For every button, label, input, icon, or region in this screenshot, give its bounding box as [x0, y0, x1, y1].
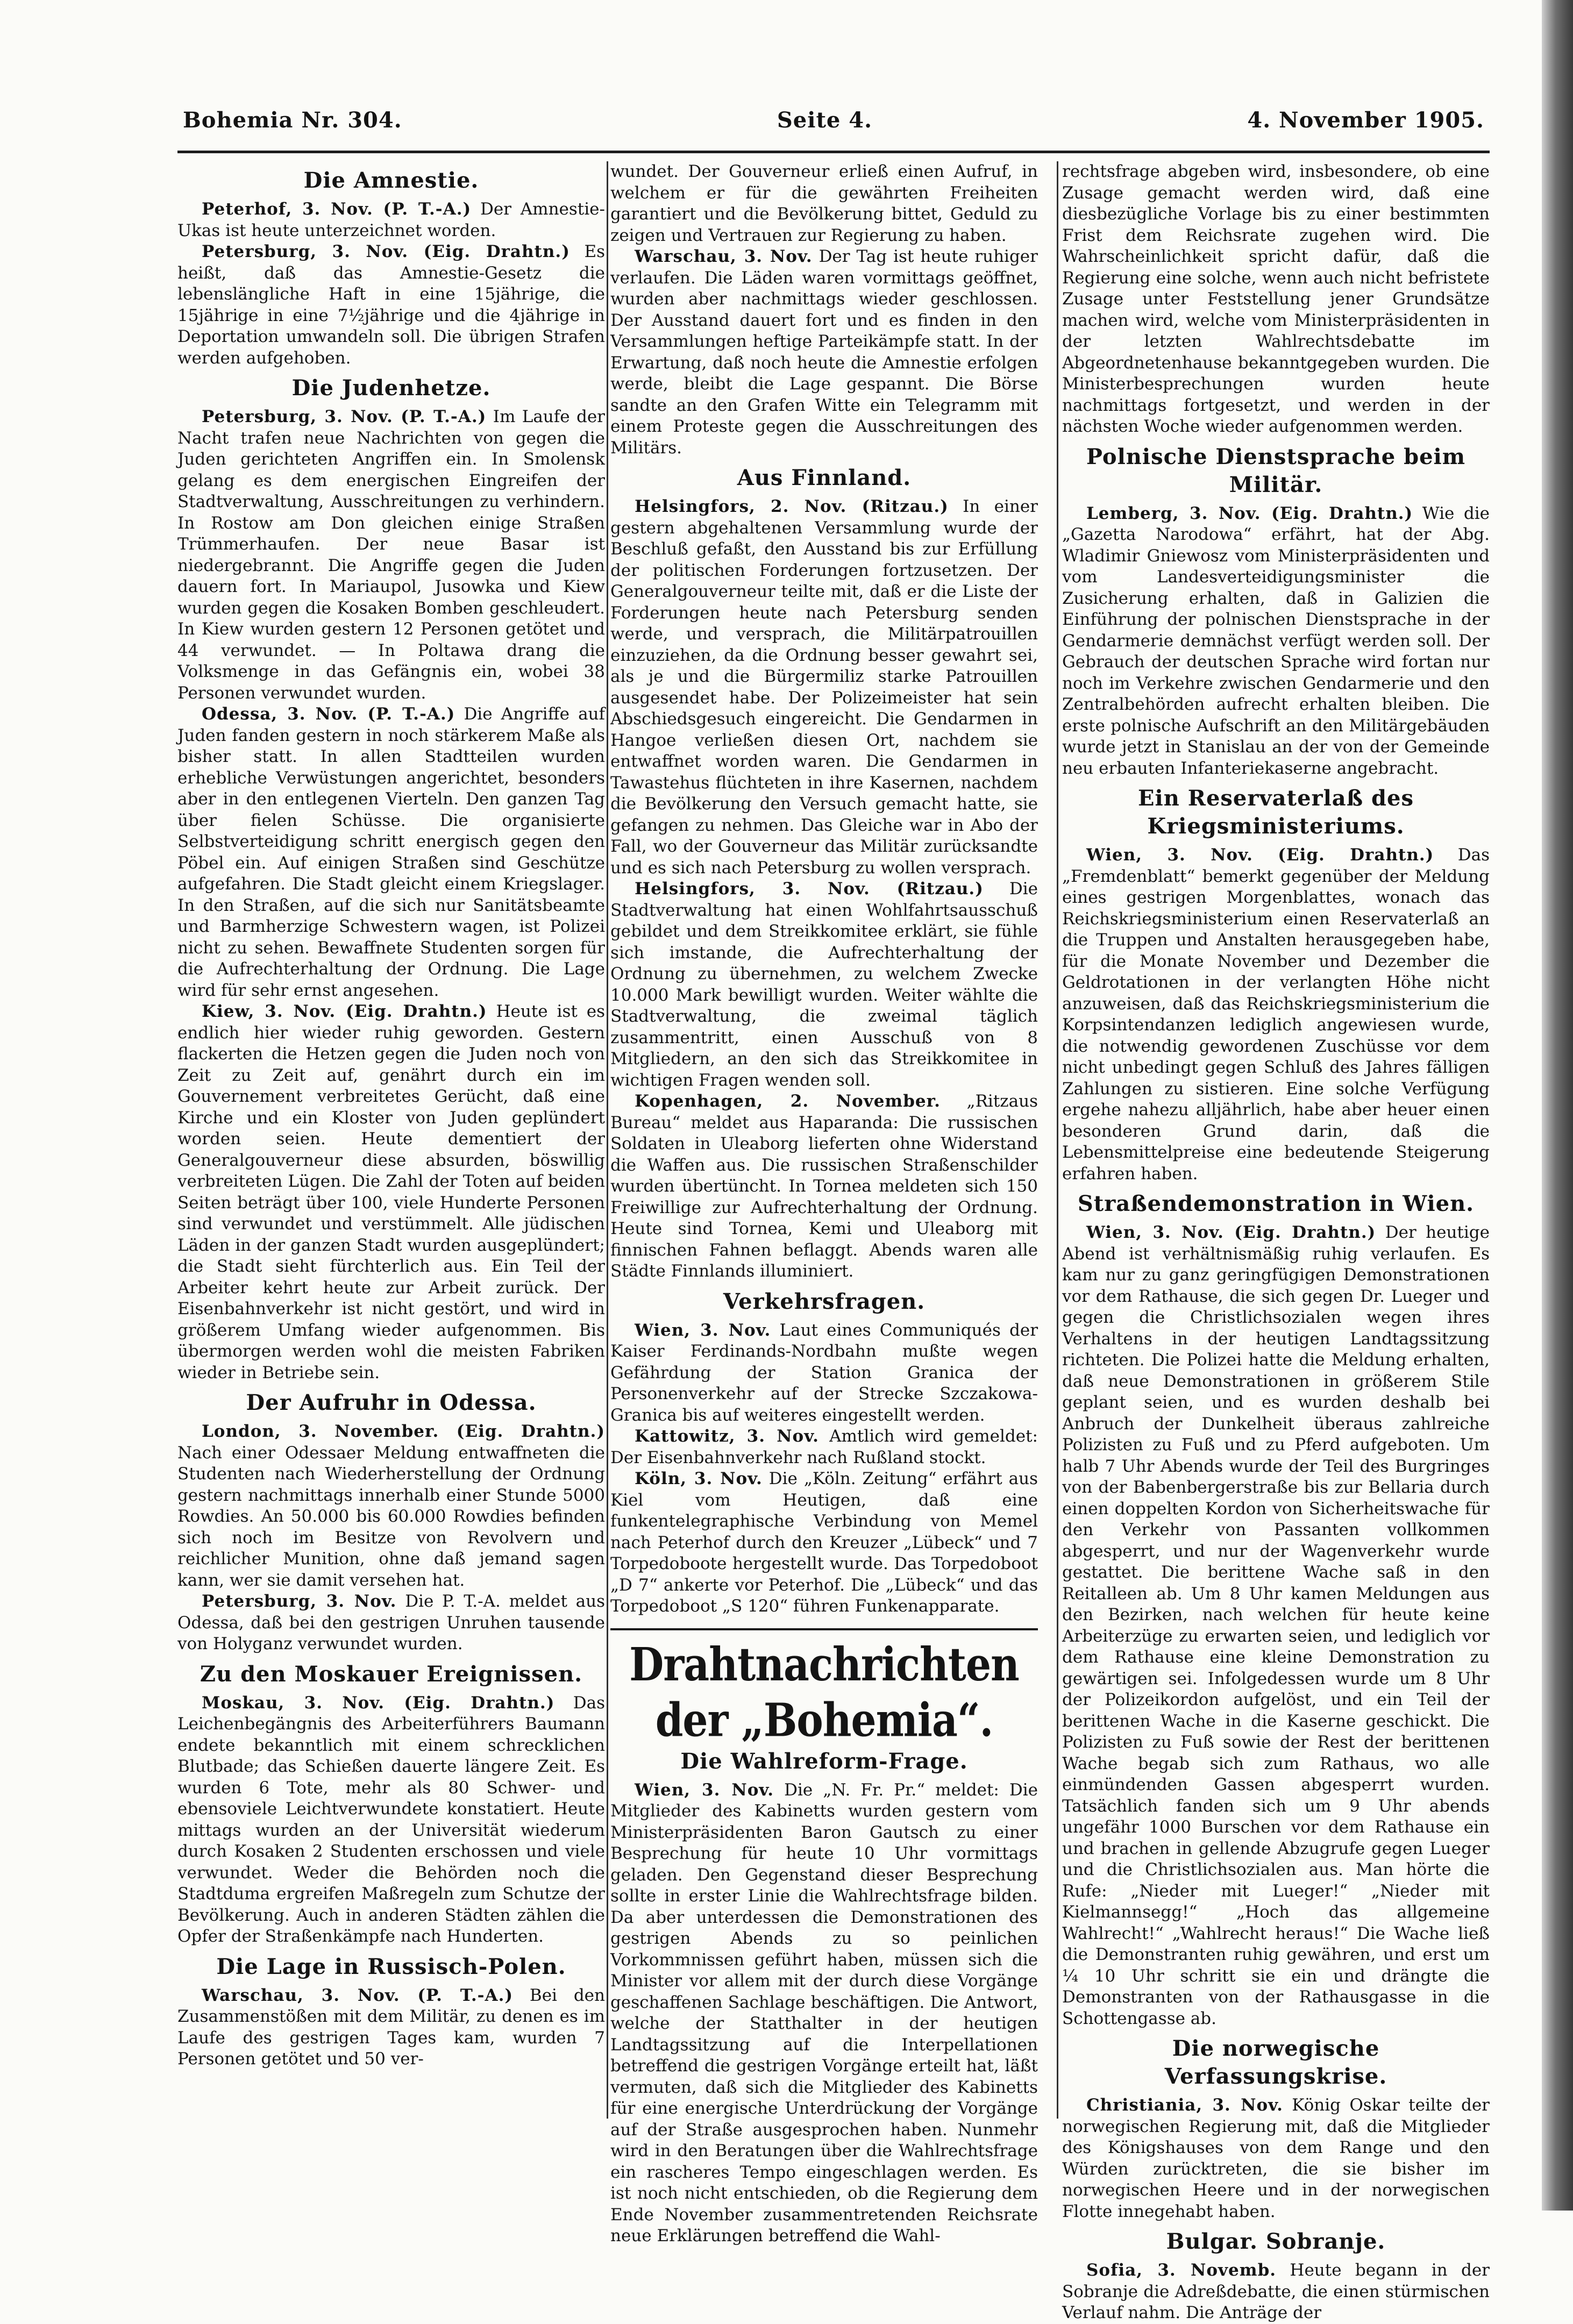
paragraph-text: Die Angriffe auf Juden fanden gestern in noch stärkerem Maße als bisher statt. In allen Stadtteilen wurden erhebliche Verwüstungen angerichtet, besonders aber in den entlegenen Vierteln. Den ganzen Tag über fielen Schüsse. Die organisierte Selbstverteidigung schritt energisch gegen den Pöbel ein. Auf einigen Straßen sind Geschütze aufgefahren. Die Stadt gleicht einem Kriegslager. In den Straßen, auf die sich nur Sanitätsbeamte und Barmherzige Schwestern wagen, ist Polizei nicht zu sehen. Bewaffnete Studenten sorgen für die Aufrechterhaltung der Ordnung. Die Lage wird für sehr ernst angesehen.	[177, 704, 605, 1000]
article-paragraph	[177, 1985, 605, 2070]
article-heading: Die Amnestie.	[303, 168, 479, 193]
paragraph-text: „Ritzaus Bureau“ meldet aus Haparanda: Die russischen Soldaten in Uleaborg lieferten ohne Widerstand die Waffen aus. Die russischen Straßenschilder wurden übertüncht. In Tornea meldeten sich 150 Freiwillige zur Aufrechterhaltung der Ordnung. Heute sind Tornea, Kemi und Uleaborg mit finnischen Fahnen beflaggt. Abends waren alle Städte Finnlands illuminiert.	[610, 1092, 1038, 1281]
article-paragraph	[177, 407, 605, 704]
paragraph-text: Die Stadtverwaltung hat einen Wohlfahrtsausschuß gebildet und dem Streikkomitee erklärt, sie fühle sich imstande, die Aufrechterhaltung der Ordnung zu übernehmen, zu welchem Zwecke 10.000 Mark bewilligt wurden. Weiter wählte die Stadtverwaltung, die zweimal täglich zusammentritt, einen Ausschuß von 8 Mitgliedern, an den sich das Streikkomitee in wichtigen Fragen wenden soll.	[610, 879, 1038, 1090]
dateline: Moskau, 3. Nov. (Eig. Drahtn.)	[202, 1693, 555, 1713]
article-paragraph	[610, 1468, 1038, 1617]
article-heading: Der Aufruhr in Odessa.	[246, 1390, 537, 1415]
article-paragraph	[177, 1421, 605, 1591]
article-heading: Die norwegische Verfassungskrise.	[1164, 2036, 1387, 2089]
paragraph-text: Das „Fremdenblatt“ bemerkt gegenüber der Meldung eines gestrigen Morgenblattes, wonach das Reichskriegsministerium einen Reservaterlaß an die Truppen und Anstalten herausgegeben habe, für die Monate November und Dezember die Geldrotationen in der verlangten Höhe nicht anzuweisen, daß das Reichskriegsministerium die Korpsintendanzen lediglich angewiesen wurde, die notwendig gewordenen Zuschüsse vor dem nicht unbedingt gegen Schluß des Jahres fälligen Zahlungen zu sistieren. Eine solche Verfügung ergehe nahezu alljährlich, habe aber heuer einen besonderen Grund darin, daß die Lebensmittelpreise eine bedeutende Steigerung erfahren haben.	[1062, 845, 1490, 1184]
dateline: Christiania, 3. Nov.	[1086, 2095, 1283, 2115]
dateline: Lemberg, 3. Nov. (Eig. Drahtn.)	[1086, 503, 1413, 523]
article-heading: Zu den Moskauer Ereignissen.	[200, 1661, 583, 1687]
paragraph-text: Wie die „Gazetta Narodowa“ erfährt, hat der Abg. Wladimir Gniewosz vom Ministerpräsidenten und vom Landesverteidigungsminister die Zusicherung erhalten, daß in Galizien die Einführung der polnischen Dienstsprache in der Gendarmerie demnächst verfügt werden soll. Der Gebrauch der deutschen Sprache wird fortan nur noch im Verkehre zwischen Gendarmerie und den Zentralbehörden aufrecht erhalten bleiben. Die erste polnische Aufschrift an den Militärgebäuden wurde jetzt in Stanislau an der von der Gemeinde neu erbauten Infanteriekaserne angebracht.	[1062, 503, 1490, 778]
paragraph-text: Die P. T.-A. meldet aus Odessa, daß bei den gestrigen Unruhen tausende von Holyganz verwundet wurden.	[177, 1592, 605, 1653]
article-paragraph	[610, 496, 1038, 879]
column-1	[177, 161, 605, 2140]
paragraph-text: Der Tag ist heute ruhiger verlaufen. Die Läden waren vormittags geöffnet, wurden aber nachmittags wieder geschlossen. Der Ausstand dauert fort und es finden in den Versammlungen heftige Parteikämpfe statt. In der Erwartung, daß noch heute die Amnestie erfolgen werde, bleibt die Lage gespannt. Die Börse sandte an den Grafen Witte ein Telegramm mit einem Proteste gegen die Ausschreitungen des Militärs.	[610, 247, 1038, 458]
paragraph-text: Es heißt, daß das Amnestie-Gesetz die lebenslängliche Haft in eine 15jährige, die 15jährige in eine 7½jährige und die 4jährige in Deportation umwandeln soll. Die übrigen Strafen werden aufgehoben.	[177, 242, 605, 368]
dateline: Odessa, 3. Nov. (P. T.-A.)	[202, 704, 455, 724]
paragraph-text: König Oskar teilte der norwegischen Regierung mit, daß die Mitglieder des Königshauses von dem Range und den Würden zurücktreten, die sie bisher im norwegischen Heere und in der norwegischen Flotte innegehabt haben.	[1062, 2095, 1490, 2221]
column-divider	[1057, 161, 1058, 2119]
dateline: Warschau, 3. Nov. (P. T.-A.)	[202, 1985, 514, 2005]
paragraph-text: Amtlich wird gemeldet: Der Eisenbahnverkehr nach Rußland stockt.	[610, 1427, 1038, 1467]
article-heading: Ein Reservaterlaß des Kriegsministeriums.	[1138, 786, 1414, 839]
header-page-number: Seite 4.	[777, 108, 873, 133]
paragraph-text: Nach einer Odessaer Meldung entwaffneten die Studenten nach Wiederherstellung der Ordnung gestern nachmittags innerhalb einer Stunde 5000 Rowdies. An 50.000 bis 60.000 Rowdies befinden sich noch im Besitze von Revolvern und reichlicher Munition, ohne daß jemand sagen kann, wer sie damit versehen hat.	[177, 1443, 605, 1590]
dateline: Helsingfors, 2. Nov. (Ritzau.)	[635, 497, 949, 516]
article-paragraph	[177, 199, 605, 241]
article-paragraph	[1062, 2260, 1490, 2324]
article-paragraph	[1062, 503, 1490, 780]
column-divider	[607, 161, 608, 2119]
article-heading: Bulgar. Sobranje.	[1166, 2229, 1386, 2254]
dateline: Petersburg, 3. Nov.	[202, 1592, 397, 1611]
header-date: 4. November 1905.	[1247, 108, 1484, 133]
article-heading: Die Wahlreform-Frage.	[680, 1748, 968, 1774]
article-heading: Die Lage in Russisch-Polen.	[216, 1954, 566, 1979]
paragraph-text: In einer gestern abgehaltenen Versammlung wurde der Beschluß gefaßt, den Ausstand bis zur Erfüllung der politischen Forderungen fortzusetzen. Der Generalgouverneur teilte mit, daß er die Liste der Forderungen heute nach Petersburg senden werde, und versprach, die Militärpatrouillen einzuziehen, da die Ordnung besser gewahrt sei, als je und die Bürgermiliz starke Patrouillen ausgesendet habe. Der Polizeimeister hat sein Abschiedsgesuch eingereicht. Die Gendarmen in Hangoe verließen diesen Ort, nachdem sie entwaffnet worden waren. Die Gendarmen in Tawastehus flüchteten in ihre Kasernen, nachdem die Bevölkerung den Versuch gemacht hatte, sie gefangen zu nehmen. Das Gleiche war in Abo der Fall, wo der Gouverneur das Militär zurücksandte und es sich nach Petersburg zu wollen versprach.	[610, 497, 1038, 878]
article-paragraph: rechtsfrage abgeben wird, insbesondere, ob eine Zusage gemacht werden wird, daß eine diesbezügliche Vorlage bis zu einer bestimmten Frist dem Reichsrate zugehen wird. Die Wahrscheinlichkeit spricht dafür, daß die Regierung eine solche, wenn auch nicht befristete Zusage unter Feststellung jener Grundsätze machen wird, welche vom Ministerpräsidenten in der letzten Wahlrechtsdebatte im Abgeordnetenhause bekanntgegeben wurden. Die Ministerbesprechungen wurden heute nachmittags fortgesetzt, und werden in der nächsten Woche wieder aufgenommen werden.	[1062, 162, 1490, 436]
article-heading: Die Judenhetze.	[291, 375, 491, 401]
dateline: Peterhof, 3. Nov. (P. T.-A.)	[202, 199, 472, 219]
dateline: Wien, 3. Nov. (Eig. Drahtn.)	[1086, 1223, 1376, 1242]
article-paragraph	[610, 1426, 1038, 1468]
header-rule	[177, 151, 1490, 153]
article-paragraph	[1062, 845, 1490, 1185]
article-paragraph	[177, 1693, 605, 1948]
paragraph-text: Heute ist es endlich hier wieder ruhig geworden. Gestern flackerten die Hetzen gegen die Juden noch von Zeit zu Zeit auf, genährt durch ein im Gouvernement verbreitetes Gerücht, daß eine Kirche und ein Kloster von Juden geplündert worden seien. Heute dementiert der Generalgouverneur diese absurden, böswillig verbreiteten Lügen. Die Zahl der Toten auf beiden Seiten beträgt über 100, viele Hunderte Personen sind verwundet und verstümmelt. Alle jüdischen Läden in der ganzen Stadt wurden ausgeplündert; die Stadt sieht fürchterlich aus. Ein Teil der Arbeiter kehrt heute zur Arbeit zurück. Der Eisenbahnverkehr ist nicht gestört, und wird in größerem Umfang wieder aufgenommen. Bis übermorgen werden wohl die meisten Fabriken wieder in Betriebe sein.	[177, 1002, 605, 1382]
dateline: Petersburg, 3. Nov. (P. T.-A.)	[202, 407, 487, 426]
article-paragraph	[610, 246, 1038, 459]
article-paragraph: wundet. Der Gouverneur erließ einen Aufruf, in welchem er für die gewährten Freiheiten garantiert und die Bevölkerung bittet, Geduld zu zeigen und Vertrauen zur Regierung zu haben.	[610, 162, 1038, 245]
dateline: Petersburg, 3. Nov. (Eig. Drahtn.)	[202, 242, 570, 261]
article-paragraph	[610, 1091, 1038, 1282]
article-heading: Verkehrsfragen.	[723, 1288, 926, 1314]
page-header	[183, 108, 1484, 145]
article-paragraph	[610, 1780, 1038, 2247]
dateline: London, 3. November. (Eig. Drahtn.)	[202, 1422, 605, 1441]
paragraph-text: Die „Köln. Zeitung“ erfährt aus Kiel vom Heutigen, daß eine funkentelegraphische Verbindung von Memel nach Peterhof durch den Kreuzer „Lübeck“ und 7 Torpedoboote hergestellt wurde. Das Torpedoboot „D 7“ ankerte vor Peterhof. Die „Lübeck“ und das Torpedoboot „S 120“ führen Funkenapparate.	[610, 1469, 1038, 1616]
dateline: Wien, 3. Nov.	[635, 1320, 771, 1340]
dateline: Wien, 3. Nov.	[635, 1780, 774, 1800]
column-2	[610, 161, 1038, 2245]
article-heading: Aus Finnland.	[737, 465, 912, 490]
masthead-rule	[610, 1628, 1038, 1630]
dateline: Warschau, 3. Nov.	[635, 247, 813, 266]
paragraph-text: Der heutige Abend ist verhältnismäßig ruhig verlaufen. Es kam nur zu ganz geringfügigen Demonstrationen vor dem Rathause, die sich gegen Dr. Lueger und gegen die Christlichsozialen wegen ihres Verhaltens in der heutigen Landtagssitzung richteten. Die Polizei hatte die Meldung erhalten, daß neue Demonstrationen in größerem Stile geplant seien, und es wurden deshalb bei Anbruch der Dunkelheit überaus zahlreiche Polizisten zu Fuß und zu Pferd aufgeboten. Um halb 7 Uhr Abends wurde der Teil des Burgringes von der Babenbergerstraße bis zur Bellaria durch einen doppelten Kordon von Sicherheitswache für den Verkehr von Passanten vollkommen abgesperrt, und nur der Wagenverkehr wurde gestattet. Die berittene Wache saß in den Reitalleen ab. Um 8 Uhr kamen Meldungen aus den Bezirken, nach welchen für heute keine Arbeiterzüge zu erwarten seien, und lediglich vor dem Rathause eine kleine Demonstration zu gewärtigen sei. Infolgedessen wurde um 8 Uhr der Polizeikordon aufgelöst, und ein Teil der berittenen Wache in die Kaserne geschickt. Die Polizisten zu Fuß sowie der Rest der berittenen Wache begab sich zum Rathaus, wo alle einmündenden Gassen abgesperrt wurden. Tatsächlich fanden sich um 9 Uhr abends ungefähr 1000 Burschen vor dem Rathause ein und brachen in gellende Abzugrufe gegen Lueger und die Christlichsozialen aus. Man hörte die Rufe: „Nieder mit Lueger!“ „Nieder mit Kielmannsegg!“ „Hoch das allgemeine Wahlrecht!“ „Wahlrecht heraus!“ Die Wache ließ die Demonstranten ruhig gewähren, und erst um ¼ 10 Uhr schritt sie ein und drängte die Demonstranten von der Rathausgasse in die Schottengasse ab.	[1062, 1223, 1490, 2028]
article-heading: Straßendemonstration in Wien.	[1077, 1191, 1475, 1216]
scan-edge-shadow	[1542, 0, 1573, 2211]
paragraph-text: Das Leichenbegängnis des Arbeiterführers Baumann endete bekanntlich mit einem schrecklichen Blutbade; das Schießen dauerte längere Zeit. Es wurden 6 Tote, mehr als 80 Schwer- und ebensoviele Leichtverwundete konstatiert. Heute mittags wurden an der Universität wiederum durch Kosaken 2 Studenten erschossen und viele verwundet. Weder die Behörden noch die Stadtduma ergreifen Maßregeln zum Schutze der Bevölkerung. Auch in anderen Städten zählen die Opfer der Straßenkämpfe nach Hunderten.	[177, 1693, 605, 1946]
article-paragraph	[177, 1591, 605, 1655]
article-paragraph	[1062, 2095, 1490, 2222]
paragraph-text: Die „N. Fr. Pr.“ meldet: Die Mitglieder des Kabinetts wurden gestern vom Ministerpräsidenten Baron Gautsch zu einer Besprechung für heute 10 Uhr vormittags geladen. Den Gegenstand dieser Besprechung sollte in erster Linie die Wahlrechtsfrage bilden. Da aber unterdessen die Demonstrationen des gestrigen Abends zu so peinlichen Vorkommnissen geführt haben, müssen sich die Minister vor allem mit der durch diese Vorgänge geschaffenen Sachlage beschäftigen. Die Antwort, welche der Statthalter in der heutigen Landtagssitzung auf die Interpellationen betreffend die gestrigen Vorgänge erteilt hat, läßt vermuten, daß sich die Mitglieder des Kabinetts für eine energische Unterdrückung der Vorgänge auf der Straße ausgesprochen haben. Nunmehr wird in den Beratungen über die Wahlrechtsfrage ein rascheres Tempo eingeschlagen werden. Es ist noch nicht entschieden, ob die Regierung dem Ende November zusammentretenden Reichsrate neue Erklärungen betreffend die Wahl-	[610, 1780, 1038, 2245]
paragraph-text: Heute begann in der Sobranje die Adreßdebatte, die einen stürmischen Verlauf nahm. Die Anträge der	[1062, 2261, 1490, 2322]
article-paragraph	[1062, 1222, 1490, 2029]
article-paragraph	[177, 704, 605, 1001]
paragraph-text: Laut eines Communiqués der Kaiser Ferdinands-Nordbahn mußte wegen Gefährdung der Station Granica der Personenverkehr auf der Strecke Szczakowa-Granica bis auf weiteres eingestellt werden.	[610, 1320, 1038, 1425]
masthead-title: Drahtnachrichten der „Bohemia“.	[629, 1638, 1019, 1747]
dateline: Köln, 3. Nov.	[635, 1469, 763, 1488]
header-publication: Bohemia Nr. 304.	[183, 108, 402, 133]
dateline: Kopenhagen, 2. November.	[635, 1092, 941, 1111]
dateline: Kiew, 3. Nov. (Eig. Drahtn.)	[202, 1002, 487, 1021]
dateline: Sofia, 3. Novemb.	[1086, 2261, 1277, 2280]
paragraph-text: Der Amnestie-Ukas ist heute unterzeichnet worden.	[177, 199, 605, 240]
dateline: Wien, 3. Nov. (Eig. Drahtn.)	[1086, 845, 1434, 865]
dateline: Helsingfors, 3. Nov. (Ritzau.)	[635, 879, 984, 899]
paragraph-text: Im Laufe der Nacht trafen neue Nachrichten von gegen die Juden gerichteten Angriffen ein. In Smolensk gelang es dem energischen Eingreifen der Stadtverwaltung, Ausschreitungen zu verhindern. In Rostow am Don gleichen einige Straßen Trümmerhaufen. Der neue Basar ist niedergebrannt. Die Angriffe gegen die Juden dauern fort. In Mariaupol, Jusowka und Kiew wurden gegen die Kosaken Bomben geschleudert. In Kiew wurden gestern 12 Personen getötet und 44 verwundet. — In Poltawa drang die Volksmenge in das Gefängnis ein, wobei 38 Personen verwundet wurden.	[177, 407, 605, 703]
paragraph-text: Bei den Zusammenstößen mit dem Militär, zu denen es im Laufe des gestrigen Tages kam, wurden 7 Personen getötet und 50 ver-	[177, 1985, 605, 2069]
article-paragraph	[610, 1320, 1038, 1427]
article-paragraph	[177, 1001, 605, 1384]
dateline: Kattowitz, 3. Nov.	[635, 1427, 819, 1446]
article-heading: Polnische Dienstsprache beim Militär.	[1086, 444, 1466, 497]
article-paragraph	[177, 241, 605, 369]
article-paragraph	[610, 879, 1038, 1091]
column-3	[1062, 161, 1490, 2322]
